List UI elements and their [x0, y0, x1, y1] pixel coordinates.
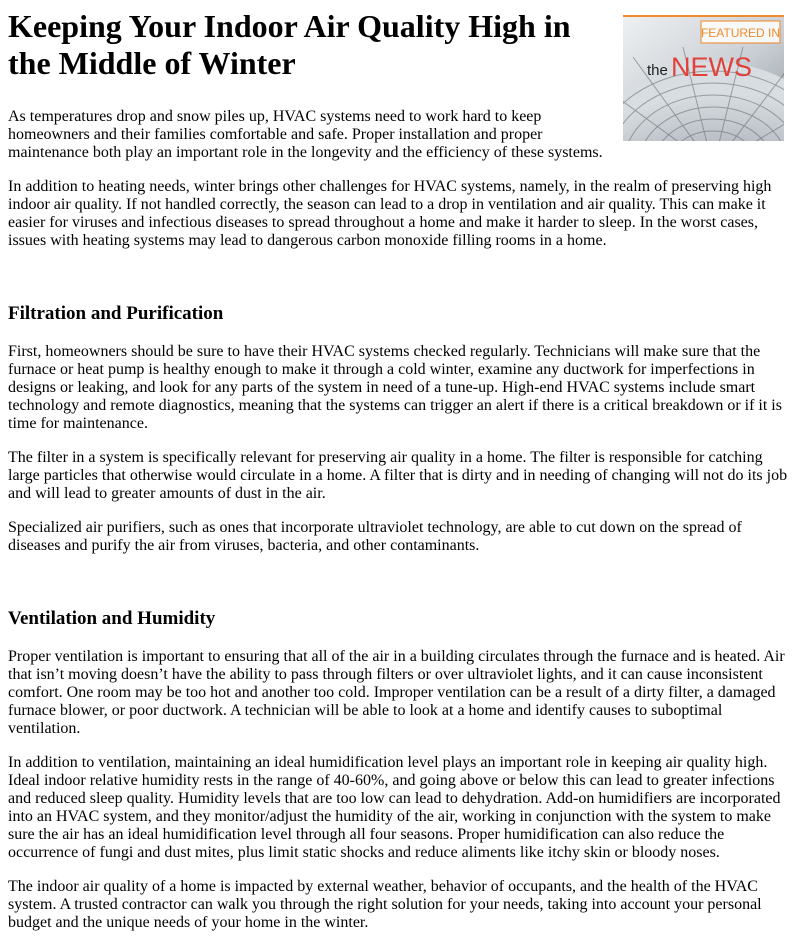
section-paragraph: Specialized air purifiers, such as ones that incorporate ultraviolet technology, are able to cut down on the spread of diseases and purify the air from viruses, bacteria, and other contaminants.: [8, 519, 742, 554]
section-heading-ventilation: Ventilation and Humidity: [8, 608, 216, 629]
section-paragraph: Proper ventilation is important to ensuring that all of the air in a building circulates through the furnace and is heated. Air that isn’t moving doesn’t have the ability to pass through filters or over ultraviolet lights, and it can cause inconsistent comfort. One room may be too hot and another too cold. Improper ventilation can be a result of a dirty filter, a damaged furnace blower, or poor ductwork. A technician will be able to look at a home and identify causes to suboptimal ventilation.: [8, 648, 785, 737]
badge-brand-prefix: the: [647, 62, 668, 79]
section-paragraph: The filter in a system is specifically relevant for preserving air quality in a home. The filter is responsible for catching large particles that otherwise would circulate in a home. A filter that is dirty and in needing of changing will not do its job and will lead to greater amounts of dust in the air.: [8, 449, 788, 502]
badge-featured-text: FEATURED IN: [700, 26, 781, 40]
article-title: Keeping Your Indoor Air Quality High in the Middle of Winter: [8, 8, 571, 81]
section-heading-filtration: Filtration and Purification: [8, 303, 224, 324]
section-paragraph: The indoor air quality of a home is impacted by external weather, behavior of occupants, and the health of the HVAC system. A trusted contractor can walk you through the right solution for your needs, taking into account your personal budget and the unique needs of your home in the winter.: [8, 878, 762, 931]
intro-paragraph: As temperatures drop and snow piles up, HVAC systems need to work hard to keep homeowners and their families comfortable and safe. Proper installation and proper maintenance both play an important role in the longevity and the efficiency of these systems.: [8, 108, 603, 161]
section-paragraph: In addition to ventilation, maintaining an ideal humidification level plays an important role in keeping air quality high. Ideal indoor relative humidity rests in the range of 40-60%, and going above or below this can lead to greater infections and reduced sleep quality. Humidity levels that are too low can lead to dehydration. Add-on humidifiers are incorporated into an HVAC system, and they monitor/adjust the humidity of the air, working in conjunction with the system to make sure the air has an ideal humidification level through all four seasons. Proper humidification can also reduce the occurrence of fungi and dust mites, plus limit static shocks and reduce aliments like itchy skin or bloody noses.: [8, 754, 781, 861]
section-paragraph: First, homeowners should be sure to have their HVAC systems checked regularly. Technicians will make sure that the furnace or heat pump is healthy enough to make it through a cold winter, examine any ductwork for imperfections in designs or leaking, and look for any parts of the system in need of a tune-up. High-end HVAC systems include smart technology and remote diagnostics, meaning that the systems can trigger an alert if there is a critical breakdown or if it is time for maintenance.: [8, 343, 782, 432]
featured-in-the-news-badge[interactable]: [623, 15, 784, 141]
badge-brand-name: NEWS: [671, 52, 752, 82]
intro-paragraph: In addition to heating needs, winter brings other challenges for HVAC systems, namely, in the realm of preserving high indoor air quality. If not handled correctly, the season can lead to a drop in ventilation and air quality. This can make it easier for viruses and infectious diseases to spread throughout a home and make it harder to sleep. In the worst cases, issues with heating systems may lead to dangerous carbon monoxide filling rooms in a home.: [8, 178, 772, 249]
hvac-fan-image: [623, 17, 784, 141]
